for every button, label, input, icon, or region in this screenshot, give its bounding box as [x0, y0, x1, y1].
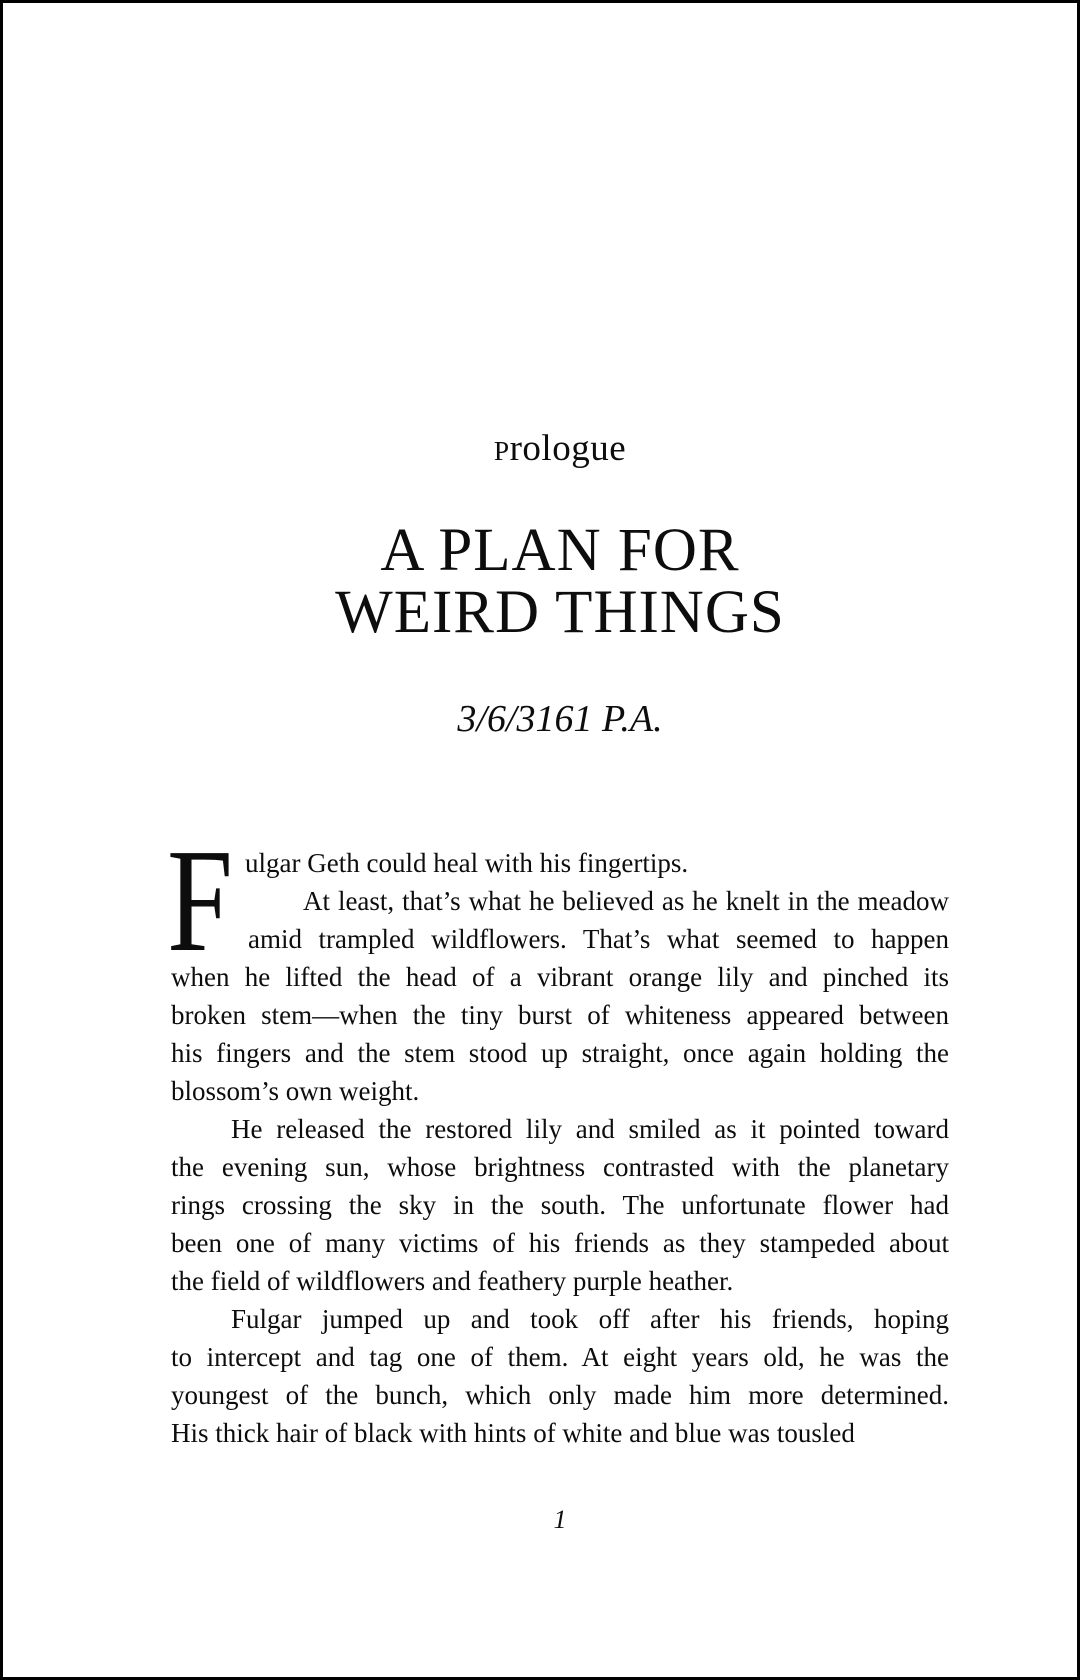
text-line: amid trampled wildflowers. That’s what seemed to happen	[248, 924, 949, 954]
chapter-title	[171, 517, 949, 646]
chapter-title-line-1: A PLAN FOR	[380, 517, 740, 584]
page-number: 1	[553, 1505, 567, 1534]
text-line: rings crossing the sky in the south. The unfortunate flower had	[171, 1190, 949, 1220]
chapter-dateline: 3/6/3161 P.A.	[457, 698, 663, 740]
text-line: Fulgar jumped up and took off after his friends, hoping	[231, 1304, 949, 1334]
drop-cap: F	[167, 819, 233, 983]
text-line: youngest of the bunch, which only made him more determined.	[171, 1380, 949, 1410]
text-line: blossom’s own weight.	[171, 1076, 420, 1106]
text-line: broken stem—when the tiny burst of whiteness appeared between	[171, 1000, 949, 1030]
text-line: when he lifted the head of a vibrant orange lily and pinched its	[171, 962, 949, 992]
text-line: At least, that’s what he believed as he knelt in the meadow	[303, 886, 949, 916]
chapter-kicker: Prologue	[493, 428, 627, 469]
paragraphs	[171, 844, 949, 1452]
text-line: ulgar Geth could heal with his fingertips.	[245, 848, 689, 878]
chapter-title-line-2: WEIRD THINGS	[335, 579, 785, 646]
text-line: the field of wildflowers and feathery purple heather.	[171, 1266, 734, 1296]
text-line: his fingers and the stem stood up straight, once again holding the	[171, 1038, 949, 1068]
body-text	[167, 819, 949, 1452]
text-line: the evening sun, whose brightness contrasted with the planetary	[171, 1152, 949, 1182]
text-line: He released the restored lily and smiled as it pointed toward	[231, 1114, 949, 1144]
text-line: to intercept and tag one of them. At eight years old, he was the	[171, 1342, 949, 1372]
text-line: been one of many victims of his friends as they stampeded about	[171, 1228, 949, 1258]
text-line: His thick hair of black with hints of white and blue was tousled	[171, 1418, 855, 1448]
